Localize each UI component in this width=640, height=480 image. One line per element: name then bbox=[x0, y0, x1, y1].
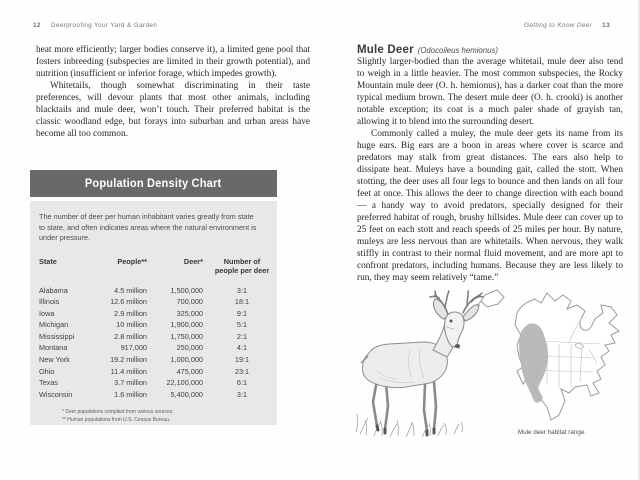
density-cell: 11.4 million bbox=[110, 366, 147, 376]
species-name: (Odocoileus hemionus) bbox=[417, 46, 498, 55]
density-cell: 12.6 million bbox=[110, 297, 147, 307]
left-running-head bbox=[33, 22, 157, 29]
right-body-text bbox=[357, 56, 623, 284]
left-body-text bbox=[36, 44, 310, 140]
left-page-number: 12 bbox=[33, 22, 41, 29]
density-cell: 22,100,000 bbox=[166, 378, 203, 388]
density-cell: 1,000,000 bbox=[170, 355, 203, 365]
density-cell: 10 million bbox=[116, 320, 147, 330]
section-title: Mule Deer bbox=[357, 44, 414, 56]
mule-deer-illustration bbox=[350, 290, 492, 445]
density-cell: Montana bbox=[39, 343, 68, 353]
density-cell: 250,000 bbox=[176, 343, 203, 353]
right-page-number: 13 bbox=[602, 22, 610, 29]
right-paragraph: Slightly larger-bodied than the average whitetail, mule deer also tend to weigh in a little heavier. The most common subspecies, the Rocky Mountain mule deer (O. h. hemionus), has a darker coat than the more typical medium brown. The desert mule deer (O. h. crooki) is another notable exception; its coat is a much paler shade of grayish tan, allowing it to blend into the surrounding desert. bbox=[357, 57, 623, 127]
density-cell: Iowa bbox=[39, 308, 55, 318]
density-cell: 2:1 bbox=[236, 331, 248, 341]
density-cell: 18:1 bbox=[234, 297, 250, 307]
habitat-range-map bbox=[477, 285, 627, 432]
density-chart-footnotes bbox=[62, 409, 277, 424]
density-cell: 2.9 million bbox=[114, 308, 147, 318]
density-cell: 3:1 bbox=[236, 389, 248, 399]
density-cell: 475,000 bbox=[176, 366, 203, 376]
density-cell: Illinois bbox=[39, 297, 60, 307]
density-cell: Ohio bbox=[39, 366, 55, 376]
density-cell: 917,000 bbox=[120, 343, 147, 353]
density-cell: Wisconsin bbox=[39, 389, 73, 399]
density-cell: 700,000 bbox=[176, 297, 203, 307]
density-chart-intro: The number of deer per human inhabitant varies greatly from state to state, and often indicates areas where the natural environment is under pressure. bbox=[39, 212, 257, 242]
density-cell: 19:1 bbox=[234, 355, 250, 365]
north-america-map bbox=[477, 285, 627, 427]
density-col-header: Number of people per deer bbox=[214, 256, 270, 275]
footnote-deer: * Deer populations compiled from various sources. bbox=[62, 409, 174, 416]
density-cell: 19.2 million bbox=[110, 355, 147, 365]
density-chart-header bbox=[30, 170, 277, 197]
density-cell: 325,000 bbox=[176, 308, 203, 318]
left-paragraph: Whitetails, though somewhat discriminating in their taste preferences, will devour plants that most other animals, including blacktails and mule deer, won’t touch. Their preferred habitat is the classic woodland edge, but forays into suburban and urban areas have become all too common. bbox=[36, 81, 310, 139]
density-cell: 6:1 bbox=[236, 378, 248, 388]
density-table-rows bbox=[39, 285, 277, 401]
map-alaska bbox=[477, 290, 504, 307]
density-cell: New York bbox=[39, 355, 70, 365]
density-cell: Michigan bbox=[39, 320, 69, 330]
density-cell: 1,750,000 bbox=[170, 331, 203, 341]
density-chart-box bbox=[30, 201, 277, 425]
left-paragraph: heat more efficiently; larger bodies conserve it), a limited gene pool that fosters inbreeding (subspecies are limited in their growth potential), and nutrition (insufficient or inferior forage, which impedes growth). bbox=[36, 45, 310, 79]
density-cell: 5,400,000 bbox=[170, 389, 203, 399]
map-caption: Mule deer habitat range. bbox=[517, 429, 587, 436]
density-col-header: People** bbox=[117, 256, 147, 266]
right-running-head bbox=[524, 22, 610, 29]
density-cell: 4.5 million bbox=[114, 285, 147, 295]
right-paragraph: Commonly called a muley, the mule deer gets its name from its huge ears. Big ears are a boon in areas where cover is scarce and predators may stalk from great distances. The ears also help to dissipate heat. Muleys have a bounding gait, called the stott. When stotting, the deer uses all four legs to bounce and then lands on all four feet at once. This allows the deer to change direction with each bound — a handy way to avoid predators, specially designed for their preferred habitat of rough, brushy hillsides. Mule deer can cover up to 25 feet on each stott and reach speeds of 25 miles per hour. By nature, muleys are less nervous than are whitetails. When nervous, they walk stiffly in contrast to their normal fluid movement, and are more apt to confront predators, including humans. Because they are less likely to run, they may seem relatively “tame.” bbox=[357, 129, 623, 283]
density-cell: 3.7 million bbox=[114, 378, 147, 388]
density-cell: 4:1 bbox=[236, 343, 248, 353]
deer-eye bbox=[450, 320, 453, 323]
mule-deer-sketch bbox=[350, 290, 492, 440]
density-cell: 1.6 million bbox=[114, 389, 147, 399]
density-col-header: State bbox=[39, 256, 57, 266]
density-cell: 5:1 bbox=[236, 320, 248, 330]
density-col-header: Deer* bbox=[183, 256, 203, 266]
density-cell: Mississippi bbox=[39, 331, 75, 341]
density-cell: 23:1 bbox=[234, 366, 250, 376]
density-cell: 1,900,000 bbox=[170, 320, 203, 330]
density-cell: Alabama bbox=[39, 285, 68, 295]
density-cell: Texas bbox=[39, 378, 59, 388]
density-cell: 2.8 million bbox=[114, 331, 147, 341]
density-cell: 3:1 bbox=[236, 285, 248, 295]
grass bbox=[356, 414, 462, 437]
left-running-head-title: Deerproofing Your Yard & Garden bbox=[50, 22, 158, 29]
deer-nose bbox=[455, 344, 460, 348]
density-cell: 9:1 bbox=[236, 308, 248, 318]
density-table bbox=[39, 257, 277, 281]
density-cell: 1,500,000 bbox=[170, 285, 203, 295]
footnote-human: ** Human populations from U.S. Census Bureau. bbox=[62, 416, 171, 423]
right-running-head-title: Getting to Know Deer bbox=[524, 22, 593, 29]
density-chart-title: Population Density Chart bbox=[85, 177, 222, 190]
